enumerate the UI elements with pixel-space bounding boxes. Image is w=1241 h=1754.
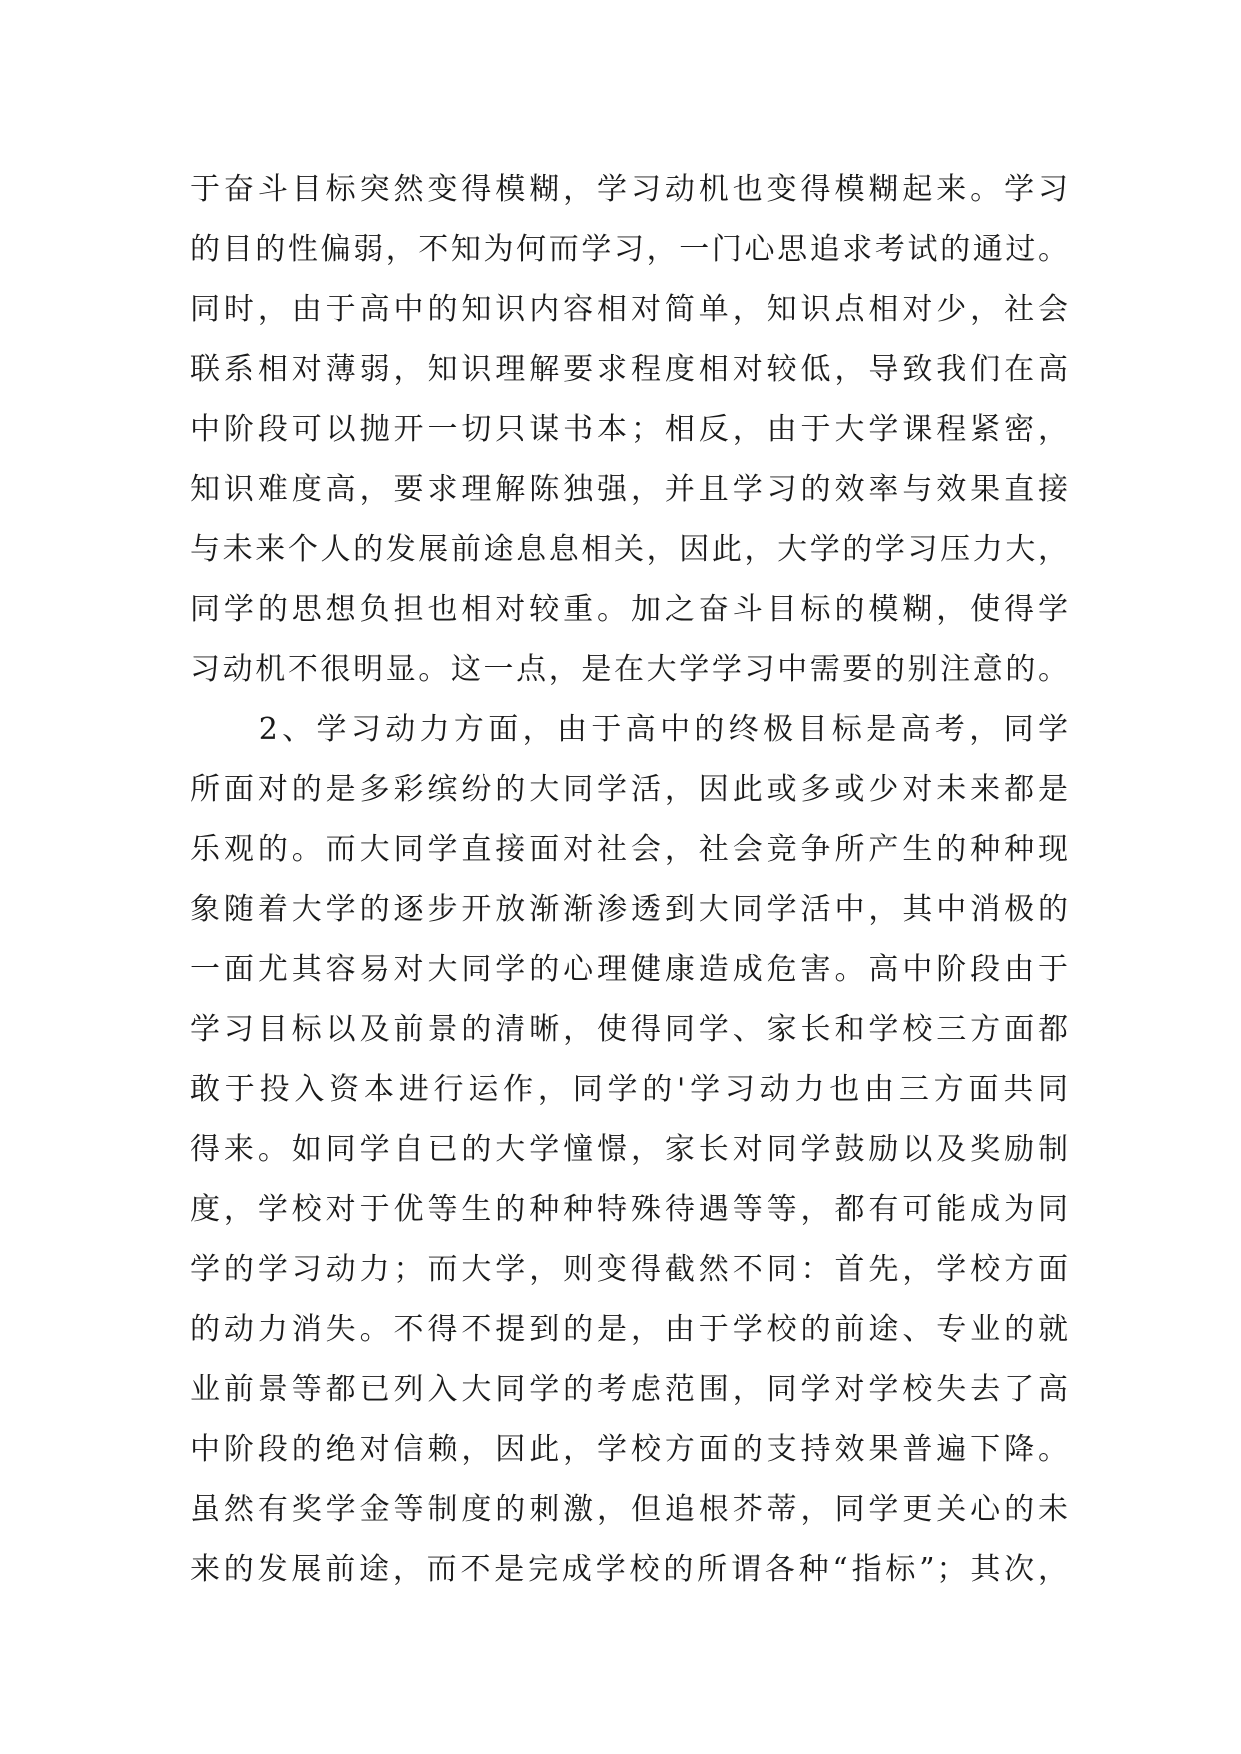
text-line: 知识难度高，要求理解陈独强，并且学习的效率与效果直接 xyxy=(190,472,1070,507)
text-line: 同时，由于高中的知识内容相对简单，知识点相对少，社会 xyxy=(190,292,1070,327)
text-line: 学的学习动力；而大学，则变得截然不同：首先，学校方面 xyxy=(190,1252,1070,1287)
text-line: 2、学习动力方面，由于高中的终极目标是高考，同学 xyxy=(190,712,1070,747)
text-line: 敢于投入资本进行运作，同学的'学习动力也由三方面共同 xyxy=(190,1072,1070,1107)
text-line: 学习目标以及前景的清晰，使得同学、家长和学校三方面都 xyxy=(190,1012,1070,1047)
text-line: 与未来个人的发展前途息息相关，因此，大学的学习压力大， xyxy=(190,532,1070,567)
text-line: 所面对的是多彩缤纷的大同学活，因此或多或少对未来都是 xyxy=(190,772,1070,807)
text-line: 联系相对薄弱，知识理解要求程度相对较低，导致我们在高 xyxy=(190,352,1070,387)
text-line: 虽然有奖学金等制度的刺激，但追根芥蒂，同学更关心的未 xyxy=(190,1492,1070,1527)
text-line: 同学的思想负担也相对较重。加之奋斗目标的模糊，使得学 xyxy=(190,592,1070,627)
text-line: 中阶段可以抛开一切只谋书本；相反，由于大学课程紧密， xyxy=(190,412,1070,447)
text-line: 度，学校对于优等生的种种特殊待遇等等，都有可能成为同 xyxy=(190,1192,1070,1227)
text-line: 乐观的。而大同学直接面对社会，社会竞争所产生的种种现 xyxy=(190,832,1070,867)
text-line: 来的发展前途，而不是完成学校的所谓各种“指标”；其次， xyxy=(190,1552,1070,1587)
text-line: 的动力消失。不得不提到的是，由于学校的前途、专业的就 xyxy=(190,1312,1070,1347)
text-line: 象随着大学的逐步开放渐渐渗透到大同学活中，其中消极的 xyxy=(190,892,1070,927)
text-line: 中阶段的绝对信赖，因此，学校方面的支持效果普遍下降。 xyxy=(190,1432,1070,1467)
text-line: 得来。如同学自已的大学憧憬，家长对同学鼓励以及奖励制 xyxy=(190,1132,1070,1167)
body-text xyxy=(190,160,1070,1600)
text-line: 一面尤其容易对大同学的心理健康造成危害。高中阶段由于 xyxy=(190,952,1070,987)
text-line: 于奋斗目标突然变得模糊，学习动机也变得模糊起来。学习 xyxy=(190,172,1070,207)
text-line: 习动机不很明显。这一点，是在大学学习中需要的别注意的。 xyxy=(190,652,1070,687)
text-line: 业前景等都已列入大同学的考虑范围，同学对学校失去了高 xyxy=(190,1372,1070,1407)
text-line: 的目的性偏弱，不知为何而学习，一门心思追求考试的通过。 xyxy=(190,232,1070,267)
